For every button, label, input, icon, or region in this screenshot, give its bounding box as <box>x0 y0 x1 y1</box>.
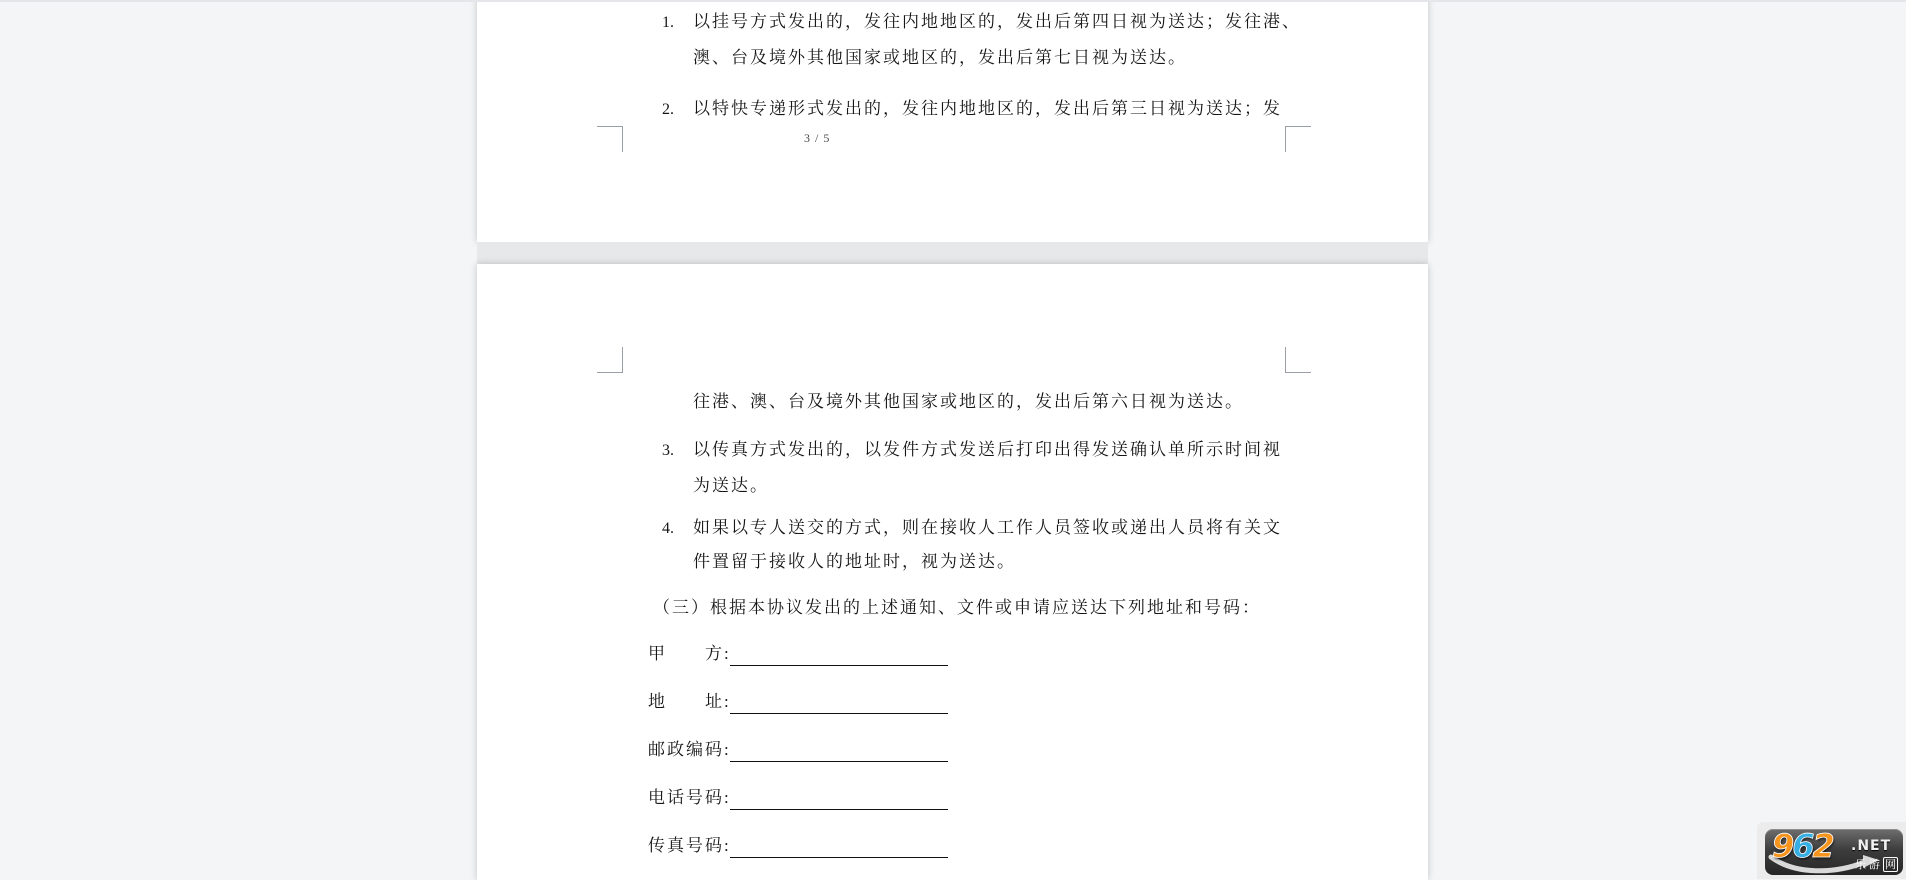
list-item-1-line-1 <box>662 11 1301 34</box>
field-label: 甲 方: <box>648 644 731 663</box>
list-item-2-continuation-line <box>693 391 1244 413</box>
962-wordmark <box>1772 829 1833 864</box>
962net-logo-box <box>1765 829 1903 875</box>
list-item-2-line-1 <box>662 98 1282 121</box>
field-label: 电话号码: <box>648 788 731 807</box>
list-item-3-line-1 <box>662 439 1282 462</box>
document-text-line: 澳、台及境外其他国家或地区的，发出后第七日视为送达。 <box>693 48 1187 67</box>
form-row-fax-number <box>648 835 731 857</box>
digit-9: 9 <box>1772 829 1793 865</box>
document-page-3 <box>477 0 1428 242</box>
site-name-boxed-char: 网 <box>1885 858 1896 871</box>
site-name-prefix: 乐游 <box>1855 858 1883 871</box>
list-number: 3. <box>662 442 674 459</box>
document-text-line: 以挂号方式发出的，发往内地地区的，发出后第四日视为送达；发往港、 <box>693 12 1301 31</box>
document-text-line: 以特快专递形式发出的，发往内地地区的，发出后第三日视为送达；发 <box>693 99 1282 118</box>
blank-underline <box>730 689 948 714</box>
list-item-3-line-2 <box>693 475 769 497</box>
section-3-heading-line <box>653 597 1261 619</box>
blank-underline <box>730 833 948 858</box>
field-label: 传真号码: <box>648 836 731 855</box>
blank-underline <box>730 785 948 810</box>
document-text-line: 为送达。 <box>693 476 769 495</box>
list-number: 4. <box>662 520 674 537</box>
margin-cropmark-top-right <box>1285 347 1311 373</box>
page-number: 3 / 5 <box>804 131 831 145</box>
962net-logo[interactable] <box>1757 822 1906 879</box>
digit-6: 6 <box>1792 829 1813 865</box>
document-text-line: 往港、澳、台及境外其他国家或地区的，发出后第六日视为送达。 <box>693 392 1244 411</box>
list-number: 2. <box>662 101 674 118</box>
form-row-address <box>648 691 731 713</box>
digit-2: 2 <box>1812 829 1833 865</box>
page-gap <box>477 242 1428 264</box>
site-name-label <box>1855 858 1898 872</box>
document-text-line: （三）根据本协议发出的上述通知、文件或申请应送达下列地址和号码： <box>653 598 1261 617</box>
form-row-party-a <box>648 643 731 665</box>
field-label: 邮政编码: <box>648 740 731 759</box>
document-text-line: 以传真方式发出的，以发件方式发送后打印出得发送确认单所示时间视 <box>693 440 1282 459</box>
document-text-line: 件置留于接收人的地址时，视为送达。 <box>693 552 1016 571</box>
list-number: 1. <box>662 14 674 31</box>
document-text-line: 如果以专人送交的方式，则在接收人工作人员签收或递出人员将有关文 <box>693 518 1282 537</box>
list-item-4-line-1 <box>662 517 1282 540</box>
list-item-4-line-2 <box>693 551 1016 573</box>
blank-underline <box>730 641 948 666</box>
list-item-1-line-2 <box>693 47 1187 69</box>
document-page-4 <box>477 264 1428 880</box>
form-row-phone-number <box>648 787 731 809</box>
net-tld-label: .NET <box>1851 838 1892 854</box>
margin-cropmark-bottom-right <box>1285 126 1311 152</box>
margin-cropmark-bottom-left <box>597 126 623 152</box>
form-row-postal-code <box>648 739 731 761</box>
viewport-top-edge <box>0 0 1906 2</box>
blank-underline <box>730 737 948 762</box>
field-label: 地 址: <box>648 692 731 711</box>
margin-cropmark-top-left <box>597 347 623 373</box>
